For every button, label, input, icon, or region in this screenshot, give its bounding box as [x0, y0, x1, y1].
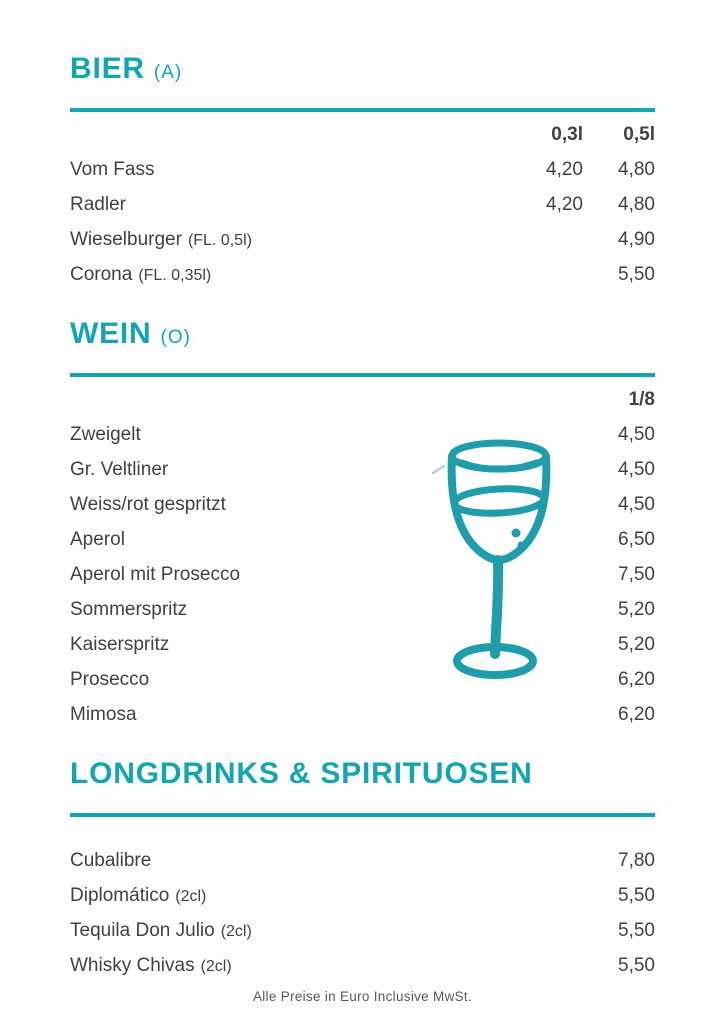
item-rows — [70, 152, 655, 292]
menu-item-row — [70, 878, 655, 913]
menu-item-row — [70, 592, 655, 627]
item-detail: (2cl) — [220, 922, 252, 940]
section-title-suffix: (A) — [153, 62, 183, 83]
column-header: 0,5l — [623, 124, 655, 145]
stray-mark — [433, 466, 444, 473]
item-name: Gr. Veltliner — [70, 458, 169, 480]
item-name: Corona (FL. 0,35l) — [70, 263, 212, 285]
item-detail: (2cl) — [175, 887, 207, 905]
menu-item-row — [70, 257, 655, 292]
menu-item-row — [70, 222, 655, 257]
menu-item-row — [70, 152, 655, 187]
item-price: 5,50 — [618, 263, 655, 285]
item-price: 6,20 — [618, 703, 655, 725]
section-divider — [70, 108, 655, 112]
item-name: Radler — [70, 193, 126, 215]
item-price: 4,50 — [618, 423, 655, 445]
section-divider — [70, 373, 655, 377]
item-price: 6,50 — [618, 528, 655, 550]
item-name: Aperol mit Prosecco — [70, 563, 241, 585]
column-header: 0,3l — [551, 124, 583, 145]
item-price: 4,20 — [546, 158, 583, 180]
item-name: Cubalibre — [70, 849, 152, 871]
item-detail: (FL. 0,35l) — [138, 266, 212, 284]
item-name: Tequila Don Julio (2cl) — [70, 919, 252, 941]
bubble — [518, 542, 525, 549]
menu-item-row — [70, 662, 655, 697]
bubble — [512, 529, 521, 538]
menu-item-row — [70, 843, 655, 878]
item-price: 4,20 — [546, 193, 583, 215]
item-name: Aperol — [70, 528, 125, 550]
item-rows — [70, 843, 655, 983]
section-title: BIER — [70, 52, 145, 85]
price-columns-header — [70, 122, 655, 148]
item-rows — [70, 417, 655, 732]
item-price: 4,80 — [618, 193, 655, 215]
item-name: Whisky Chivas (2cl) — [70, 954, 232, 976]
item-price: 5,50 — [618, 954, 655, 976]
menu-item-row — [70, 452, 655, 487]
section-divider — [70, 813, 655, 817]
item-price: 7,80 — [618, 849, 655, 871]
menu-item-row — [70, 948, 655, 983]
item-price: 5,20 — [618, 633, 655, 655]
item-name: Sommerspritz — [70, 598, 188, 620]
item-price: 5,20 — [618, 598, 655, 620]
item-price: 4,90 — [618, 228, 655, 250]
item-name: Weiss/rot gespritzt — [70, 493, 226, 515]
item-price: 4,80 — [618, 158, 655, 180]
item-detail: (2cl) — [200, 957, 232, 975]
wine-glass-illustration — [425, 429, 560, 684]
item-name: Vom Fass — [70, 158, 155, 180]
section-title-suffix: (O) — [160, 327, 191, 348]
menu-item-row — [70, 522, 655, 557]
menu-item-row — [70, 697, 655, 732]
section-title-row — [70, 54, 655, 84]
item-price: 5,50 — [618, 919, 655, 941]
section-title: WEIN — [70, 317, 152, 350]
section-title-row — [70, 759, 655, 789]
wine-surface — [453, 487, 544, 516]
item-price: 4,50 — [618, 493, 655, 515]
menu-item-row — [70, 417, 655, 452]
menu-item-row — [70, 487, 655, 522]
item-name: Zweigelt — [70, 423, 141, 445]
price-columns-header — [70, 387, 655, 413]
item-price: 7,50 — [618, 563, 655, 585]
menu-item-row — [70, 913, 655, 948]
glass-stem — [495, 560, 498, 654]
menu-section — [70, 319, 655, 732]
item-price: 6,20 — [618, 668, 655, 690]
column-header: 1/8 — [628, 389, 655, 410]
item-name: Diplomático (2cl) — [70, 884, 207, 906]
menu-item-row — [70, 557, 655, 592]
item-price: 4,50 — [618, 458, 655, 480]
menu-item-row — [70, 187, 655, 222]
item-price: 5,50 — [618, 884, 655, 906]
item-name: Kaiserspritz — [70, 633, 170, 655]
item-name: Wieselburger (FL. 0,5l) — [70, 228, 252, 250]
menu-section — [70, 759, 655, 1004]
menu-section — [70, 54, 655, 292]
item-name: Prosecco — [70, 668, 150, 690]
section-title-row — [70, 319, 655, 349]
section-title: LONGDRINKS & SPIRITUOSEN — [70, 757, 533, 790]
menu-item-row — [70, 627, 655, 662]
item-name: Mimosa — [70, 703, 137, 725]
item-detail: (FL. 0,5l) — [187, 231, 252, 249]
footer-note: Alle Preise in Euro Inclusive MwSt. — [252, 989, 473, 1004]
